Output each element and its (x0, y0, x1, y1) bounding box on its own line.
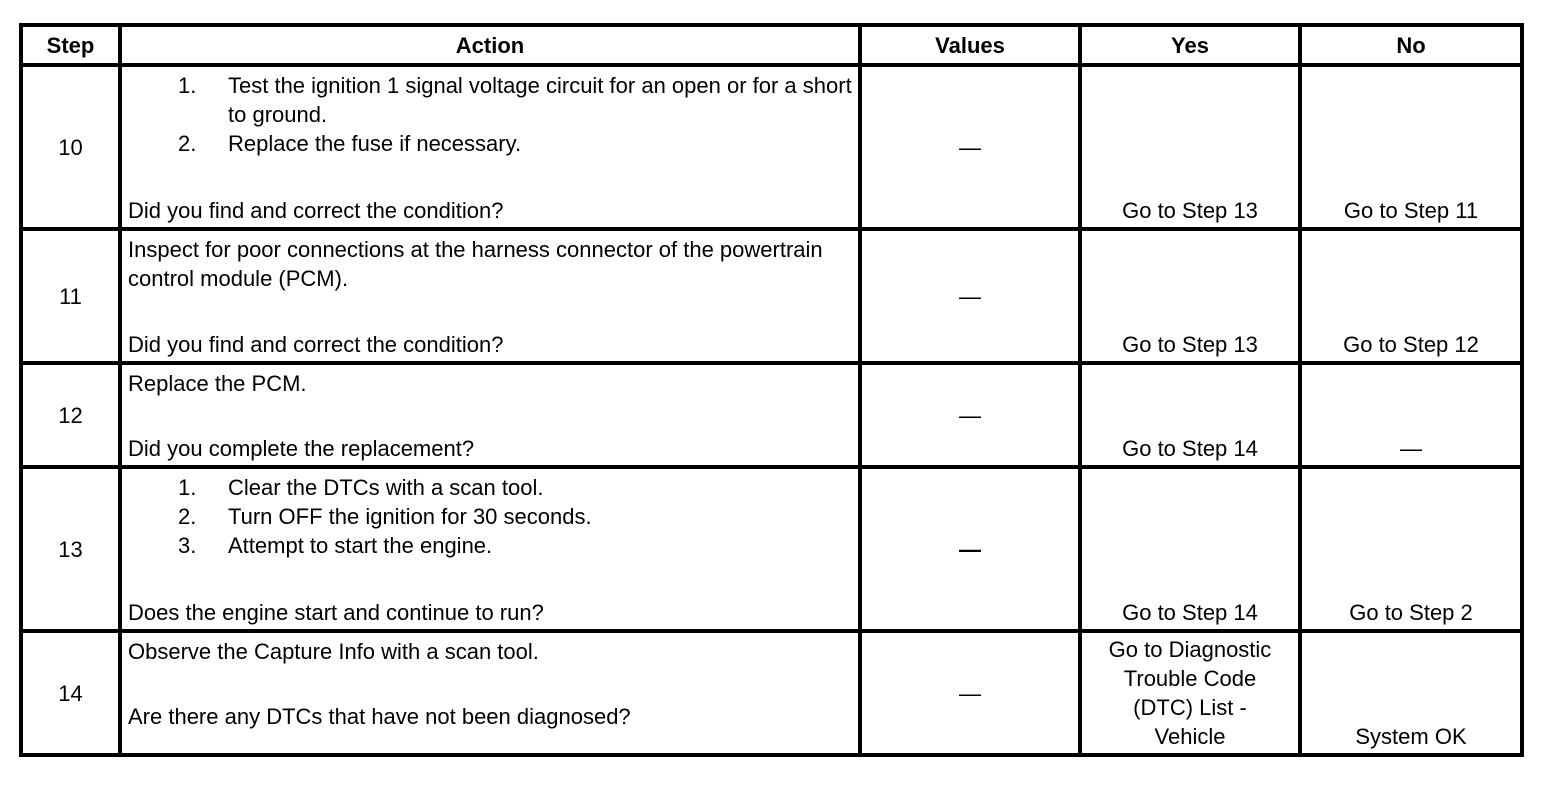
step-cell (21, 229, 120, 363)
yes-link-line: Go to Diagnostic (1108, 637, 1272, 662)
values-cell (860, 229, 1080, 363)
action-question: Does the engine start and continue to run? (128, 600, 544, 625)
table-row (21, 467, 1522, 631)
header-step: Step (21, 25, 120, 65)
diagnostic-table (19, 23, 1524, 757)
step-number: 14 (58, 680, 83, 706)
no-text: — (1400, 436, 1422, 461)
yes-link[interactable] (1082, 635, 1298, 751)
yes-link[interactable]: Go to Step 13 (1122, 332, 1258, 357)
no-cell (1300, 65, 1522, 229)
values-cell (860, 363, 1080, 467)
list-item: 1. Test the ignition 1 signal voltage circuit for an open or for a short to ground. (178, 73, 852, 127)
no-cell (1300, 363, 1522, 467)
values-text: — (959, 402, 981, 428)
no-text: System OK (1355, 724, 1467, 749)
header-row (21, 25, 1522, 65)
list-item: 2. Turn OFF the ignition for 30 seconds. (178, 504, 592, 529)
action-question: Did you find and correct the condition? (128, 332, 504, 357)
values-text: — (959, 283, 981, 309)
step-cell (21, 631, 120, 755)
values-text: — (959, 536, 981, 562)
yes-link[interactable]: Go to Step 14 (1122, 600, 1258, 625)
yes-link[interactable]: Go to Step 14 (1122, 436, 1258, 461)
action-text: Replace the PCM. (128, 371, 307, 396)
no-link[interactable]: Go to Step 11 (1343, 198, 1479, 223)
action-cell (120, 65, 860, 229)
values-cell (860, 467, 1080, 631)
action-cell (120, 229, 860, 363)
table-row (21, 229, 1522, 363)
step-number: 11 (59, 283, 82, 309)
list-item: 3. Attempt to start the engine. (178, 533, 493, 558)
yes-link-line: Trouble Code (1123, 666, 1257, 691)
no-cell (1300, 631, 1522, 755)
table-row (21, 65, 1522, 229)
step-cell (21, 363, 120, 467)
no-cell (1300, 467, 1522, 631)
header-yes: Yes (1080, 25, 1300, 65)
yes-cell (1080, 363, 1300, 467)
no-cell (1300, 229, 1522, 363)
yes-cell (1080, 467, 1300, 631)
yes-link-line: (DTC) List - (1133, 695, 1247, 720)
step-cell (21, 65, 120, 229)
list-item: 2. Replace the fuse if necessary. (178, 131, 522, 156)
action-list (128, 473, 852, 560)
action-question: Did you find and correct the condition? (128, 198, 504, 223)
header-no: No (1300, 25, 1522, 65)
yes-cell (1080, 229, 1300, 363)
list-item: 1. Clear the DTCs with a scan tool. (178, 475, 544, 500)
values-cell (860, 65, 1080, 229)
step-number: 10 (58, 134, 83, 160)
action-cell (120, 467, 860, 631)
table-row (21, 363, 1522, 467)
header-values: Values (860, 25, 1080, 65)
values-text: — (959, 680, 981, 706)
action-cell (120, 363, 860, 467)
action-list (128, 71, 852, 158)
yes-link[interactable]: Go to Step 13 (1122, 198, 1258, 223)
table-row (21, 631, 1522, 755)
yes-cell (1080, 631, 1300, 755)
step-number: 13 (58, 536, 83, 562)
action-question: Did you complete the replacement? (128, 436, 475, 461)
yes-link-line: Vehicle (1154, 724, 1226, 749)
action-text: Inspect for poor connections at the harness connector of the powertrain control module (PCM). (128, 237, 823, 291)
header-action: Action (120, 25, 860, 65)
action-cell (120, 631, 860, 755)
step-cell (21, 467, 120, 631)
no-link[interactable]: Go to Step 2 (1349, 600, 1473, 625)
action-text: Observe the Capture Info with a scan tool. (128, 639, 539, 664)
values-cell (860, 631, 1080, 755)
no-link[interactable]: Go to Step 12 (1343, 332, 1479, 357)
action-question: Are there any DTCs that have not been diagnosed? (128, 704, 631, 729)
yes-cell (1080, 65, 1300, 229)
step-number: 12 (58, 402, 83, 428)
values-text: — (959, 134, 981, 160)
